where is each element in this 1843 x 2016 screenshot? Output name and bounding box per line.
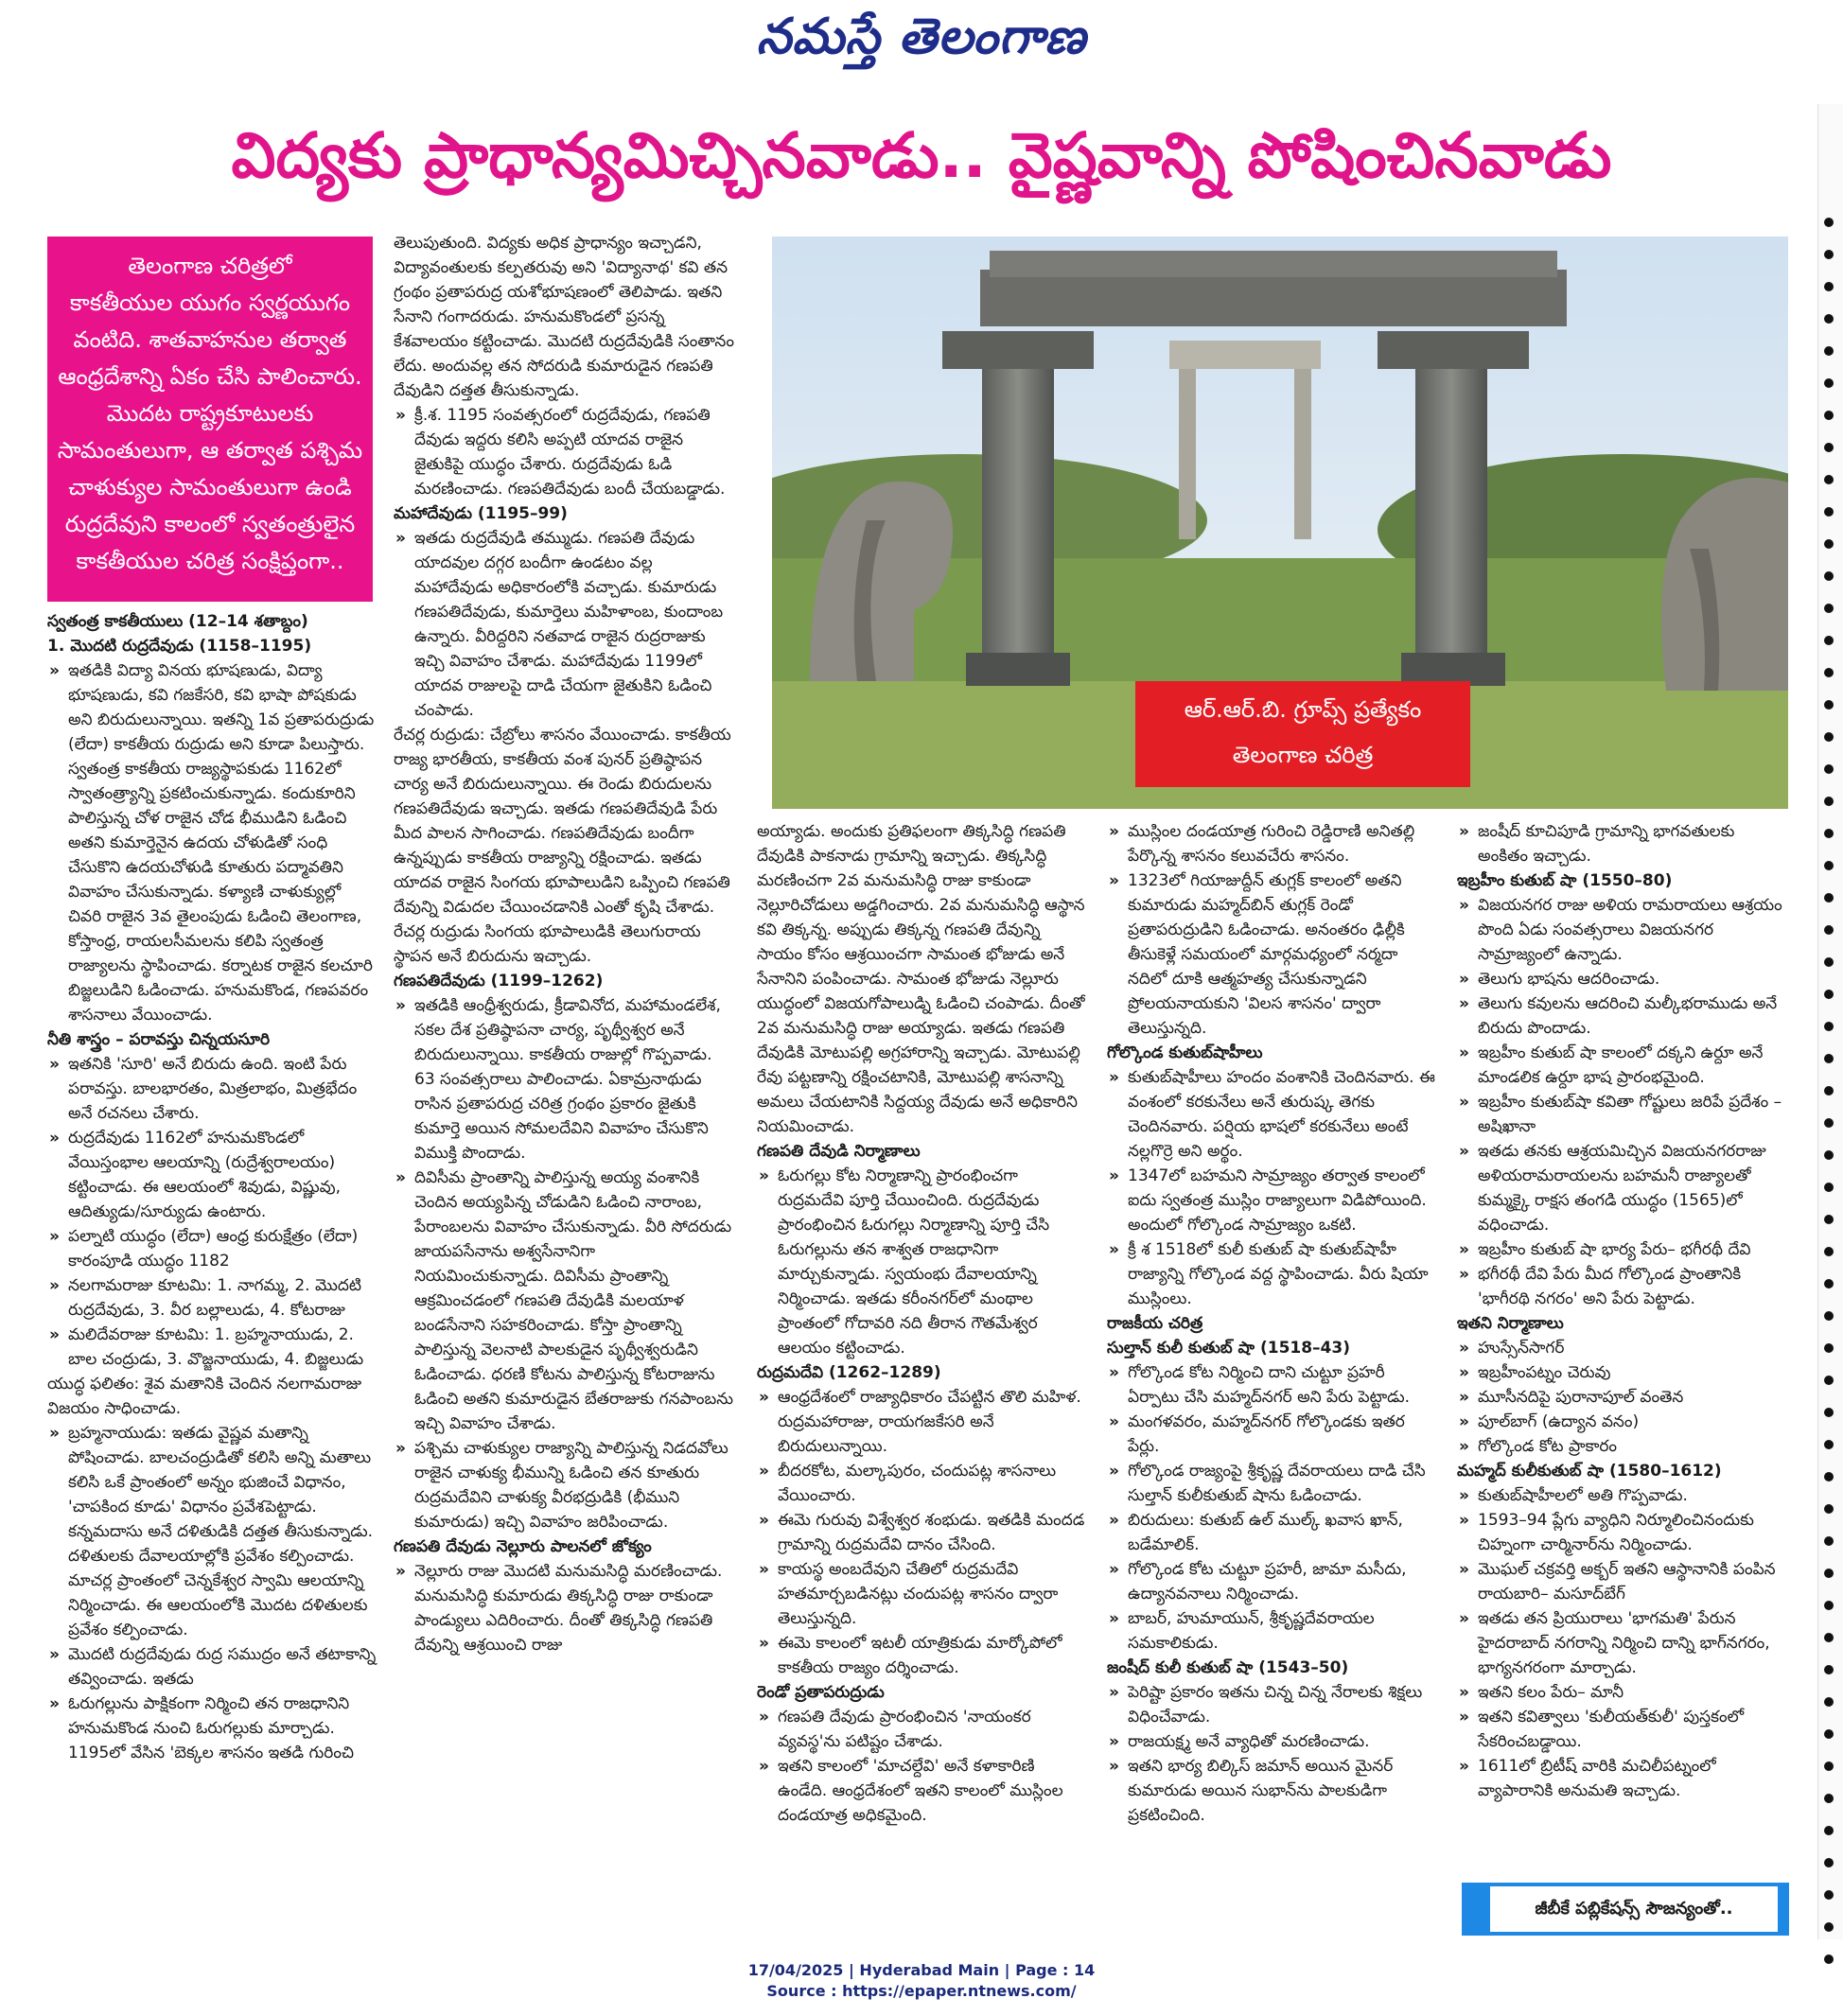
intro-line: వంటిది. శాతవాహనుల తర్వాత xyxy=(73,326,347,353)
footer-date-line: 17/04/2025 | Hyderabad Main | Page : 14 xyxy=(747,1961,1096,1979)
bullet-paragraph: » 1323లో గియాజుద్దీన్ తుగ్లక్ కాలంలో అతని కుమారుడు మహ్మద్‌బిన్ తుగ్లక్ రెండో ప్రతాపరుద్రుడిని ఓడించాడు. అనంతరం ఢిల్లీకి తీసుకెళ్లే సమయంలో మార్గమధ్యంలో నర్మదా నదిలో దూకి ఆత్మహత్య చేసుకున్నాడని ప్రోలయనాయకుని 'విలస శాసనం' ద్వారా తెలుస్తున్నది. xyxy=(1107,868,1438,1041)
bullet-paragraph: » కాయస్థ అంబదేవుని చేతిలో రుద్రమదేవి హతమార్చబడినట్లు చందుపట్ల శాసనం ద్వారా తెలుస్తున్నది. xyxy=(757,1557,1088,1631)
caption-line-1: ఆర్.ఆర్.బి. గ్రూప్స్ ప్రత్యేకం xyxy=(1184,696,1422,723)
section-heading: నీతి శాస్త్రం – పరావస్తు చిన్నయసూరి xyxy=(47,1030,271,1049)
bullet-paragraph: » బాబర్, హుమాయున్, శ్రీకృష్ణదేవరాయల సమకాలికుడు. xyxy=(1107,1606,1438,1656)
section-heading: మహ్మద్ కులీకుతుబ్ షా (1580–1612) xyxy=(1457,1462,1722,1481)
bullet-paragraph: » రుద్రదేవుడు 1162లో హనుమకొండలో వేయిస్తంభాల ఆలయాన్ని (రుద్రేశ్వరాలయం) కట్టించాడు. ఈ ఆలయంలో శివుడు, విష్ణువు, ఆదిత్యుడు/సూర్యుడు ఉంటారు. xyxy=(47,1126,378,1224)
masthead xyxy=(0,8,1843,74)
bullet-paragraph: » క్రీ శ 1518లో కులీ కుతుబ్ షా కుతుబ్‌షాహీ రాజ్యాన్ని గోల్కొండ వద్ద స్థాపించాడు. వీరు షియా ముస్లింలు. xyxy=(1107,1237,1438,1311)
page-footer xyxy=(0,1960,1843,2002)
bullet-paragraph: » ఈమె కాలంలో ఇటలీ యాత్రికుడు మార్కోపోలో కాకతీయ రాజ్యం దర్శించాడు. xyxy=(757,1631,1088,1680)
bullet-paragraph: » బిరుదులు: కుతుబ్ ఉల్ ముల్క్ ఖవాస ఖాన్, బడేమాలిక్. xyxy=(1107,1508,1438,1557)
photo-caption xyxy=(1135,681,1470,787)
bullet-paragraph: » తెలుగు కవులను ఆదరించి మల్కీభరాముడు అనే బిరుదు పొందాడు. xyxy=(1457,991,1788,1041)
bullet-paragraph: » ఆంధ్రదేశంలో రాజ్యాధికారం చేపట్టిన తొలి మహిళ. రుద్రమహారాజు, రాయగజకేసరి అనే బిరుదులున్నాయి. xyxy=(757,1385,1088,1459)
bullet-paragraph: » 1593–94 ప్లేగు వ్యాధిని నిర్మూలించినందుకు చిహ్నంగా చార్మినార్‌ను నిర్మించాడు. xyxy=(1457,1508,1788,1557)
bullet-paragraph: » ఇబ్రహీం కుతుబ్ షా కాలంలో దక్కని ఉర్దూ అనే మాండలిక ఉర్దూ భాష ప్రారంభమైంది. xyxy=(1457,1041,1788,1090)
section-heading: రుద్రమదేవి (1262–1289) xyxy=(757,1363,941,1382)
intro-box xyxy=(47,237,373,602)
bullet-paragraph: » ఓరుగల్లును పాక్షికంగా నిర్మించి తన రాజధానిని హనుమకొండ నుంచి ఓరుగల్లుకు మార్చాడు. 1195లో వేసిన 'బెక్కల శాసనం ఇతడి గురించి xyxy=(47,1692,378,1765)
intro-line: చాళుక్యుల సామంతులుగా ఉండి xyxy=(68,474,352,500)
bullet-paragraph: » కుతుబ్‌షాహీలలో అతి గొప్పవాడు. xyxy=(1457,1483,1788,1508)
intro-line: సామంతులుగా, ఆ తర్వాత పశ్చిమ xyxy=(57,437,363,464)
paragraph: అయ్యాడు. అందుకు ప్రతిఫలంగా తిక్కసిద్ధి గణపతి దేవుడికి పాకనాడు గ్రామాన్ని ఇచ్చాడు. తిక్కసిద్ధి మరణించగా 2వ మనుమసిద్ధి రాజు కాకుండా నెల్లూరిచోడులు అడ్డగించారు. 2వ మనుమసిద్ధి ఆస్థాన కవి తిక్కన్న. అప్పుడు తిక్కన్న గణపతి దేవున్ని సాయం కోసం ఆశ్రయించగా సామంత భోజుడు అనే సేనానిని పంపించాడు. సామంత భోజుడు నెల్లూరు యుద్ధంలో విజయగోపాలుడ్ని ఓడించి చంపాడు. దీంతో 2వ మనుమసిద్ధి రాజు అయ్యాడు. ఇతడు గణపతి దేవుడికి మోటుపల్లి అగ్రహారాన్ని ఇచ్చాడు. మోటుపల్లి రేవు పట్టణాన్ని రక్షించటానికి, మోటుపల్లి శాసనాన్ని అమలు చేయటానికి సిద్దయ్య దేవుడు అనే అధికారిని నియమించాడు. xyxy=(757,822,1085,1136)
section-heading: ఇబ్రహీం కుతుబ్ షా (1550–80) xyxy=(1457,871,1673,890)
article-column-5 xyxy=(1457,819,1788,1875)
bullet-paragraph: » ఇతడు తనకు ఆశ్రయమిచ్చిన విజయనగరరాజు అళియరామరాయలను బహమనీ రాజ్యాలతో కుమ్మక్కై రాక్షస తంగడి యుద్ధం (1565)లో వధించాడు. xyxy=(1457,1139,1788,1237)
bullet-paragraph: » బీదరకోట, మల్కాపురం, చందుపట్ల శాసనాలు వేయించారు. xyxy=(757,1459,1088,1508)
intro-line: కాకతీయుల చరిత్ర సంక్షిప్తంగా.. xyxy=(76,548,344,574)
bullet-paragraph: » ఇతడు తన ప్రియురాలు 'భాగమతి' పేరున హైదరాబాద్ నగరాన్ని నిర్మించి దాన్ని భాగ్‌నగరం, భాగ్యనగరంగా మార్చాడు. xyxy=(1457,1606,1788,1680)
bullet-paragraph: » గోల్కొండ కోట ప్రాకారం xyxy=(1457,1434,1788,1459)
bullet-paragraph: » 1347లో బహమని సామ్రాజ్యం తర్వాత కాలంలో ఐదు స్వతంత్ర ముస్లిం రాజ్యాలుగా విడిపోయింది. అందులో గోల్కొండ సామ్రాజ్యం ఒకటి. xyxy=(1107,1164,1438,1237)
bullet-paragraph: » గోల్కొండ కోట నిర్మించి దాని చుట్టూ ప్రహరీ ఏర్పాటు చేసి మహ్మద్‌నగర్ అని పేరు పెట్టాడు. xyxy=(1107,1360,1438,1410)
article-column-1 xyxy=(47,609,378,1953)
bullet-paragraph: » పూల్‌బాగ్ (ఉద్యాన వనం) xyxy=(1457,1410,1788,1434)
section-heading: గణపతి దేవుడు నెల్లూరు పాలనలో జోక్యం xyxy=(394,1537,652,1556)
bullet-paragraph: » ఇతడు రుద్రదేవుడి తమ్ముడు. గణపతి దేవుడు యాదవుల దగ్గర బందీగా ఉండటం వల్ల మహాదేవుడు అధికారంలోకి వచ్చాడు. కుమారుడు గణపతిదేవుడు, కుమార్తెలు మహిళాంబ, కుందాంబ ఉన్నారు. వీరిద్దరిని నతవాడ రాజైన రుద్రరాజుకు ఇచ్చి వివాహం చేశాడు. మహాదేవుడు 1199లో యాదవ రాజులపై దాడి చేయగా జైతుకిని ఓడించి చంపాడు. xyxy=(394,526,734,723)
bullet-paragraph: » మొదటి రుద్రదేవుడు రుద్ర సముద్రం అనే తటాకాన్ని తవ్వించాడు. ఇతడు xyxy=(47,1642,378,1692)
paragraph: యుద్ధ ఫలితం: శైవ మతానికి చెందిన నలగామరాజు విజయం సాధించాడు. xyxy=(47,1375,362,1418)
paragraph: రేచర్ల రుద్రుడు: చేబ్రోలు శాసనం వేయించాడు. కాకతీయ రాజ్య భారతీయ, కాకతీయ వంశ పునర్ ప్రతిష్ఠాపన చార్య అనే బిరుదులున్నాయి. ఈ రెండు బిరుదులను గణపతిదేవుడు ఇచ్చాడు. ఇతడు గణపతిదేవుడి పేరు మీద పాలన సాగించాడు. గణపతిదేవుడు బందీగా ఉన్నప్పుడు కాకతీయ రాజ్యాన్ని రక్షించాడు. ఇతడు యాదవ రాజైన సింగయ భూపాలుడిని ఒప్పించి గణపతి దేవున్ని విడుదల చేయించడానికి ఎంతో కృషి చేశాడు. రేచర్ల రుద్రుడు సింగయ భూపాలుడికి తెలుగురాయ స్థాపన అనే బిరుదును ఇచ్చాడు. xyxy=(394,726,731,966)
bullet-paragraph: » పశ్చిమ చాళుక్యుల రాజ్యాన్ని పాలిస్తున్న నిడదవోలు రాజైన చాళుక్య భీమున్ని ఓడించి తన కూతురు రుద్రమదేవిని చాళుక్య వీరభద్రుడికి (భీముని కుమారుడు) ఇచ్చి వివాహం జరిపించాడు. xyxy=(394,1436,734,1534)
bullet-paragraph: » రాజయక్ష్మ అనే వ్యాధితో మరణించాడు. xyxy=(1107,1729,1438,1754)
bullet-paragraph: » బ్రహ్మనాయుడు: ఇతడు వైష్ణవ మతాన్ని పోషించాడు. బాలచంద్రుడితో కలిసి అన్ని మతాలు కలిసి ఒకే ప్రాంతంలో అన్నం భుజించే విధానం, 'చాపకింద కూడు' విధానం ప్రవేశపెట్టాడు. కన్నమదాసు అనే దళితుడికి దత్తత తీసుకున్నాడు. దళితులకు దేవాలయాల్లోకి ప్రవేశం కల్పించాడు. మాచర్ల ప్రాంతంలో చెన్నకేశ్వర స్వామి ఆలయాన్ని నిర్మించాడు. ఈ ఆలయంలోకి మొదట దళితులకు ప్రవేశం కల్పించాడు. xyxy=(47,1421,378,1642)
adjacent-page-edge xyxy=(1817,104,1843,1939)
article-column-4 xyxy=(1107,819,1438,1955)
intro-line: ఆంధ్రదేశాన్ని ఏకం చేసి పాలించారు. xyxy=(58,363,362,390)
bullet-paragraph: » ఇబ్రహీం కుతుబ్ షా భార్య పేరు– భగీరథీ దేవి xyxy=(1457,1237,1788,1262)
headline: విద్యకు ప్రాధాన్యమిచ్చినవాడు.. వైష్ణవాన్ని పోషించినవాడు xyxy=(231,119,1612,192)
intro-line: కాకతీయుల యుగం స్వర్ణయుగం xyxy=(69,289,351,316)
bullet-paragraph: » ఇతని భార్య బిల్కిస్ జమాన్ అయిన మైనర్ కుమారుడు అయిన సుభాన్‌ను పాలకుడిగా ప్రకటించింది. xyxy=(1107,1754,1438,1828)
section-heading: గోల్కొండ కుతుబ్‌షాహీలు xyxy=(1107,1043,1263,1062)
bullet-paragraph: » పల్నాటి యుద్ధం (లేదా) ఆంధ్ర కురుక్షేత్రం (లేదా) కారంపూడి యుద్ధం 1182 xyxy=(47,1224,378,1273)
bullet-paragraph: » హుస్సేన్‌సాగర్ xyxy=(1457,1336,1788,1360)
section-heading: రాజకీయ చరిత్ర xyxy=(1107,1314,1203,1333)
bullet-paragraph: » ఇతనికి 'సూరి' అనే బిరుదు ఉంది. ఇంటి పేరు పరావస్తు. బాలభారతం, మిత్రలాభం, మిత్రభేదం అనే రచనలు చేశారు. xyxy=(47,1052,378,1126)
masthead-title: నమస్తే తెలంగాణ xyxy=(756,8,1087,65)
bullet-paragraph: » ఇబ్రహీం కుతుబ్‌షా కవితా గోష్టులు జరిపే ప్రదేశం – అషిఖానా xyxy=(1457,1090,1788,1139)
bullet-paragraph: » నలగామరాజు కూటమి: 1. నాగమ్మ, 2. మొదటి రుద్రదేవుడు, 3. వీర బల్లాలుడు, 4. కోటరాజు xyxy=(47,1273,378,1323)
bullet-paragraph: » దివిసీమ ప్రాంతాన్ని పాలిస్తున్న అయ్య వంశానికి చెందిన అయ్యపిన్న చోడుడిని ఓడించి నారాంబ, పేరాంబలను వివాహం చేసుకున్నాడు. వీరి సోదరుడు జాయపసేనాను అశ్వసేనానిగా నియమించుకున్నాడు. దివిసీమ ప్రాంతాన్ని ఆక్రమించడంలో గణపతి దేవుడికి మలయాళ బండసేనాని సహకరించాడు. కోస్తా ప్రాంతాన్ని పాలిస్తున్న వెలనాటి పాలకుడైన పృథ్వీశ్వరుడిని ఓడించాడు. ధరణి కోటను పాలిస్తున్న కోటరాజును ఓడించి అతని కుమారుడైన బేతరాజుకు గనపాంబను ఇచ్చి వివాహం చేశాడు. xyxy=(394,1166,734,1436)
bullet-paragraph: » ఈమె గురువు విశ్వేశ్వర శంభుడు. ఇతడికి మందడ గ్రామాన్ని రుద్రమదేవి దానం చేసింది. xyxy=(757,1508,1088,1557)
bullet-paragraph: » క్రీ.శ. 1195 సంవత్సరంలో రుద్రదేవుడు, గణపతి దేవుడు ఇద్దరు కలిసి అప్పటి యాదవ రాజైన జైతుకిపై యుద్ధం చేశారు. రుద్రదేవుడు ఓడి మరణించాడు. గణపతిదేవుడు బందీ చేయబడ్డాడు. xyxy=(394,403,734,501)
article-column-2 xyxy=(394,231,734,1953)
section-heading: స్వతంత్ర కాకతీయులు (12–14 శతాబ్దం) xyxy=(47,612,308,631)
bullet-paragraph: » ఇబ్రహీంపట్నం చెరువు xyxy=(1457,1360,1788,1385)
intro-line: మొదట రాష్ట్రకూటులకు xyxy=(106,400,314,427)
bullet-paragraph: » ఇతని కలం పేరు– మానీ xyxy=(1457,1680,1788,1705)
paragraph: తెలుపుతుంది. విద్యకు అధిక ప్రాధాన్యం ఇచ్చాడని, విద్యావంతులకు కల్పతరువు అని 'విద్యానాథ' కవి తన గ్రంథం ప్రతాపరుద్ర యశోభూషణంలో తెలిపాడు. ఇతని సేనాని గంగాదరుడు. హనుమకొండలో ప్రసన్న కేశవాలయం కట్టించాడు. మొదటి రుద్రదేవుడికి సంతానం లేదు. అందువల్ల తన సోదరుడి కుమారుడైన గణపతి దేవుడిని దత్తత తీసుకున్నాడు. xyxy=(394,234,734,400)
bullet-paragraph: » కుతుబ్‌షాహీలు హందం వంశానికి చెందినవారు. ఈ వంశంలో కరకునేలు అనే తురుష్క తెగకు చెందినవారు. పర్షియ భాషలో కరకునేలు అంటే నల్లగొర్రె అని అర్థం. xyxy=(1107,1065,1438,1164)
section-heading: 1. మొదటి రుద్రదేవుడు (1158–1195) xyxy=(47,637,312,656)
intro-line: తెలంగాణ చరిత్రలో xyxy=(128,253,292,279)
bullet-paragraph: » నెల్లూరు రాజు మొదటి మనుమసిద్ధి మరణించాడు. మనుమసిద్ధి కుమారుడు తిక్కసిద్ధి రాజు రాకుండా పాండ్యులు ఎదిరించారు. దీంతో తిక్కసిద్ధి గణపతి దేవున్ని ఆశ్రయించి రాజు xyxy=(394,1559,734,1657)
intro-line: రుద్రదేవుని కాలంలో స్వతంత్రులైన xyxy=(64,511,356,537)
bullet-paragraph: » గణపతి దేవుడు ప్రారంభించిన 'నాయంకర వ్యవస్థ'ను పటిష్టం చేశాడు. xyxy=(757,1705,1088,1754)
bullet-paragraph: » మలిదేవరాజు కూటమి: 1. బ్రహ్మనాయుడు, 2. బాల చంద్రుడు, 3. వొజ్జనాయుడు, 4. బిజ్జలుడు xyxy=(47,1323,378,1372)
bullet-paragraph: » మూసీనదిపై పురానాపూల్ వంతెన xyxy=(1457,1385,1788,1410)
section-heading: జంషీద్ కులీ కుతుబ్ షా (1543–50) xyxy=(1107,1658,1349,1677)
bullet-paragraph: » ఇతడికి విద్యా వినయ భూషణుడు, విద్యా భూషణుడు, కవి గజకేసరి, కవి భాషా పోషకుడు అని బిరుదులున్నాయి. ఇతన్ని 1వ ప్రతాపరుద్రుడు (లేదా) కాకతీయ రుద్రుడు అని కూడా పిలుస్తారు. స్వతంత్ర కాకతీయ రాజ్యస్థాపకుడు 1162లో స్వాతంత్ర్యాన్ని ప్రకటించుకున్నాడు. కందుకూరిని పాలిస్తున్న చోళ రాజైన చోడ భీముడిని ఓడించి అతని కుమార్తెనైన ఉదయ చోళుడితో సంధి చేసుకొని ఉదయచోళుడి కూతురు పద్మావతిని వివాహం చేసుకున్నాడు. కళ్యాణి చాళుక్యుల్లో చివరి రాజైన 3వ తైలంపుడు ఓడించి తెలంగాణ, కోస్తాంధ్ర, రాయలసీమలను కలిపి స్వతంత్ర రాజ్యాలను స్థాపించాడు. కర్నాటక రాజైన కలచూరి బిజ్జలుడిని ఓడించాడు. హనుమకొండ, గణపవరం శాసనాలు వేయించాడు. xyxy=(47,658,378,1027)
section-heading: గణపతిదేవుడు (1199–1262) xyxy=(394,972,604,990)
section-heading: సుల్తాన్ కులీ కుతుబ్ షా (1518–43) xyxy=(1107,1339,1350,1358)
bullet-paragraph: » తెలుగు భాషను ఆదరించాడు. xyxy=(1457,967,1788,991)
bullet-paragraph: » భగీరథీ దేవి పేరు మీద గోల్కొండ ప్రాంతానికి 'భాగీరథి నగరం' అని పేరు పెట్టాడు. xyxy=(1457,1262,1788,1311)
bullet-paragraph: » ముస్లింల దండయాత్ర గురించి రెడ్డిరాణి అనితల్లి పేర్కొన్న శాసనం కలువచేరు శాసనం. xyxy=(1107,819,1438,868)
bullet-paragraph: » ఇతడికి ఆంధ్రీశ్వరుడు, క్రీడావినోద, మహామండలేశ, సకల దేశ ప్రతిష్ఠాపనా చార్య, పృథ్వీశ్వర అనే బిరుదులున్నాయి. కాకతీయ రాజుల్లో గొప్పవాడు. 63 సంవత్సరాలు పాలించాడు. ఏకామ్రనాథుడు రాసిన ప్రతాపరుద్ర చరిత్ర గ్రంథం ప్రకారం జైతుకి కుమార్తె అయిన సోమలదేవిని వివాహం చేసుకొని విముక్తి పొందాడు. xyxy=(394,993,734,1166)
bullet-paragraph: » ఇతని కాలంలో 'మాచల్దేవి' అనే కళాకారిణి ఉండేది. ఆంధ్రదేశంలో ఇతని కాలంలో ముస్లింల దండయాత్ర అధికమైంది. xyxy=(757,1754,1088,1828)
bullet-paragraph: » జంషీద్ కూచిపూడి గ్రామాన్ని భాగవతులకు అంకితం ఇచ్చాడు. xyxy=(1457,819,1788,868)
article-column-3 xyxy=(757,819,1088,1955)
bullet-paragraph: » విజయనగర రాజు అళియ రామరాయలు ఆశ్రయం పొంది ఏడు సంవత్సరాలు విజయనగర సామ్రాజ్యంలో ఉన్నాడు. xyxy=(1457,893,1788,967)
bullet-paragraph: » పెరిష్టా ప్రకారం ఇతను చిన్న చిన్న నేరాలకు శిక్షలు విధించేవాడు. xyxy=(1107,1680,1438,1729)
section-heading: రెండో ప్రతాపరుద్రుడు xyxy=(757,1683,885,1702)
bullet-paragraph: » గోల్కొండ కోట చుట్టూ ప్రహరీ, జామా మసీదు, ఉద్యానవనాలు నిర్మించాడు. xyxy=(1107,1557,1438,1606)
section-heading: ఇతని నిర్మాణాలు xyxy=(1457,1314,1564,1333)
section-heading: గణపతి దేవుడి నిర్మాణాలు xyxy=(757,1142,921,1161)
publisher-credit xyxy=(1462,1883,1789,1936)
footer-source-line: Source : https://epaper.ntnews.com/ xyxy=(766,1982,1077,2000)
bullet-paragraph: » మొఘల్ చక్రవర్తి అక్బర్ ఇతని ఆస్థానానికి పంపిన రాయబారి– మసూద్‌బేగ్ xyxy=(1457,1557,1788,1606)
bullet-paragraph: » మంగళవరం, మహ్మద్‌నగర్ గోల్కొండకు ఇతర పేర్లు. xyxy=(1107,1410,1438,1459)
bullet-paragraph: » ఇతని కవిత్వాలు 'కులీయత్‌కులీ' పుస్తకంలో సేకరించబడ్డాయి. xyxy=(1457,1705,1788,1754)
caption-line-2: తెలంగాణ చరిత్ర xyxy=(1232,742,1374,768)
bullet-paragraph: » ఓరుగల్లు కోట నిర్మాణాన్ని ప్రారంభించగా రుద్రమదేవి పూర్తి చేయించింది. రుద్రదేవుడు ప్రారంభించిన ఓరుగల్లు నిర్మాణాన్ని పూర్తి చేసి ఓరుగల్లును తన శాశ్వత రాజధానిగా మార్చుకున్నాడు. స్వయంభు దేవాలయాన్ని నిర్మించాడు. ఇతడు కరీంనగర్‌లో మంథాల ప్రాంతంలో గోదావరి నది తీరాన గౌతమేశ్వర ఆలయం కట్టించాడు. xyxy=(757,1164,1088,1360)
bullet-paragraph: » గోల్కొండ రాజ్యంపై శ్రీకృష్ణ దేవరాయలు దాడి చేసి సుల్తాన్ కులీకుతుబ్ షాను ఓడించాడు. xyxy=(1107,1459,1438,1508)
bullet-paragraph: » 1611లో బ్రిటీష్ వారికి మచిలీపట్నంలో వ్యాపారానికి అనుమతి ఇచ్చాడు. xyxy=(1457,1754,1788,1803)
credit-text: జీబీకే పబ్లికేషన్స్ సౌజన్యంతో.. xyxy=(1490,1886,1778,1932)
section-heading: మహాదేవుడు (1195–99) xyxy=(394,504,568,523)
